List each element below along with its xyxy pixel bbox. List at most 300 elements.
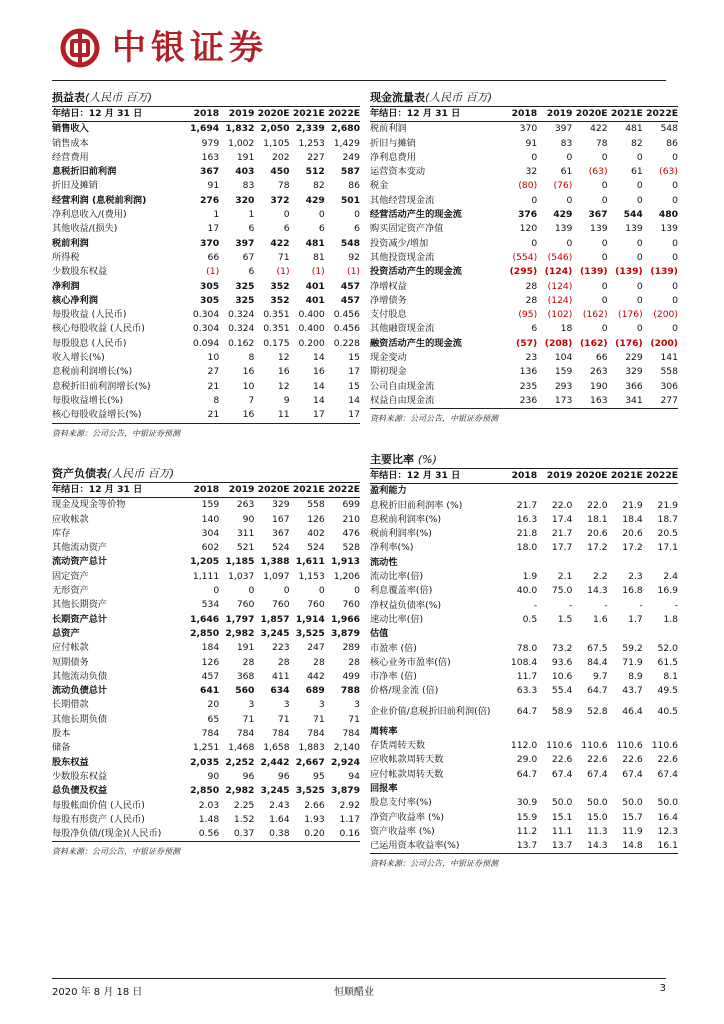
cell-value: 16 [277,366,290,378]
income-title: 损益表(人民币 百万) [52,90,360,107]
cell-value: 104 [554,352,573,364]
row-label: 少数股东权益 [52,266,108,278]
cell-value: 20.5 [657,528,678,540]
cell-value: 96 [277,770,290,782]
income-table [52,107,360,424]
cell-value: 2,035 [190,756,220,768]
cell-value: 2,252 [225,756,255,768]
table-row [52,656,360,670]
table-row [370,613,678,627]
cell-value: 0 [354,585,360,597]
cell-value: 71 [313,713,325,725]
cell-value: 0.5 [522,613,538,625]
cell-value: 1,797 [225,613,255,625]
cell-value [608,484,643,499]
cell-value [502,484,537,499]
cell-value: 2020E [572,107,607,122]
cell-value: 40.0 [516,585,538,597]
cell-value: 2.25 [233,799,255,811]
cell-value: 66 [595,352,608,364]
cell-value: 17.7 [551,542,573,554]
cell-value: 12.3 [657,825,678,837]
cell-value: 2,982 [225,627,255,639]
cell-value: 0 [636,294,643,306]
cell-value: 1,205 [190,556,220,568]
cell-value: 15 [348,380,360,392]
cell-value: 23 [525,352,538,364]
cell-value [643,782,678,796]
cell-value: 397 [235,237,255,249]
cell-value: 370 [519,123,538,135]
cell-value: 110.6 [616,740,643,752]
cell-value: 325 [235,280,255,292]
cell-value: 191 [236,642,255,654]
cell-value: 329 [625,366,643,378]
table-row [52,827,360,842]
cell-value: 81 [313,251,325,263]
table-row [370,337,678,351]
cell-value: 22.0 [587,499,608,511]
cell-value: 2,667 [295,756,325,768]
cell-value: 6 [531,323,538,335]
table-row [370,365,678,379]
table-header-row [52,483,360,498]
cell-value [537,556,572,570]
cell-value: 0 [283,209,290,221]
table-row [370,208,678,222]
cell-value: 2,850 [190,785,220,797]
cell-value [572,627,607,641]
cell-value: - [639,599,643,611]
cell-value: 0 [601,323,608,335]
cell-value: 521 [236,542,255,554]
table-row [370,237,678,251]
cell-value: 1.6 [592,613,608,625]
cell-value: 63.3 [516,685,538,697]
cell-value: (95) [518,309,538,321]
cell-value [537,725,572,739]
cell-value: 481 [305,237,325,249]
row-label: 折旧及摊销 [52,180,98,192]
table-row [52,165,360,179]
cell-value: 110.6 [651,740,678,752]
cell-value: 7 [248,394,255,406]
cell-value: 2019 [219,483,254,498]
cell-value: 2019 [219,107,254,122]
cell-value: 61.5 [657,656,678,668]
cell-value: 1.48 [198,813,220,825]
cell-value: 120 [519,223,538,235]
cell-value: 368 [236,670,255,682]
cell-value: 3 [248,699,255,711]
cell-value: 0 [672,237,678,249]
cell-value: 163 [201,151,220,163]
balance-table [52,483,360,842]
cell-value: 2022E [643,469,678,484]
row-label: 税金 [370,180,389,192]
cell-value: 236 [502,394,537,409]
table-row [370,122,678,137]
row-label: 净增权益 [370,280,407,292]
cell-value: 13.7 [537,839,572,854]
table-row [370,670,678,684]
cell-value: 402 [307,527,325,539]
cell-value: 0.20 [290,827,325,842]
balance-sheet [52,466,360,857]
row-label: 净利润 [52,280,80,292]
cell-value: 548 [340,237,360,249]
cell-value: 2.66 [304,799,325,811]
cell-value [608,782,643,796]
cell-value: 2.03 [198,799,220,811]
cell-value: 28 [313,656,325,668]
cell-value: 92 [348,251,360,263]
table-row [370,394,678,409]
footer-company: 恒顺醋业 [334,987,374,998]
cell-value: 602 [201,542,220,554]
cell-value: - [533,599,538,611]
cell-value: (176) [615,337,643,349]
cell-value: 49.5 [657,685,678,697]
cell-value: 67.5 [587,642,608,654]
cell-value: 1.17 [339,813,360,825]
cell-value: 0 [672,194,678,206]
cell-value: 429 [305,194,325,206]
cell-value: 71 [348,713,360,725]
cell-value: 159 [201,499,220,511]
cell-value: 11.1 [551,825,573,837]
cell-value: 2.43 [269,799,290,811]
cell-value: 29.0 [516,754,538,766]
row-label: 流动资产总计 [52,556,108,568]
cell-value: 0 [636,194,643,206]
cell-value: 558 [307,499,325,511]
cell-value: 641 [200,685,220,697]
table-row [370,627,678,641]
row-label: 其他投资现金流 [370,251,435,263]
cell-value: 22.0 [551,499,573,511]
row-label: 销售收入 [52,123,89,135]
cell-value: 1 [213,209,220,221]
cell-value: 3 [354,699,360,711]
cell-value: 139 [660,223,678,235]
cell-value: 18 [560,323,573,335]
table-row [370,484,678,499]
row-label: 息税折旧前利润率 (%) [370,499,463,511]
cell-value: 0.16 [325,827,360,842]
row-label: 流动负债总计 [52,685,108,697]
cell-value: 0.37 [219,827,254,842]
brand-name: 中银证券 [112,28,268,68]
row-label: 经营费用 [52,151,89,163]
cell-value: 1,251 [192,742,220,754]
cell-value: 20 [207,699,220,711]
cell-value: 2019 [537,469,572,484]
balance-title: 资产负债表(人民币 百万) [52,466,360,483]
cell-value: 480 [658,209,678,221]
cell-value: 979 [201,137,220,149]
cell-value [537,627,572,641]
cell-value: 528 [342,542,360,554]
cell-value: 0 [354,209,360,221]
cell-value: 1,206 [333,570,360,582]
table-row [370,541,678,555]
cell-value: 20.6 [587,528,608,540]
cell-value: 0.304 [192,309,220,321]
cell-value: 2021E [608,469,643,484]
table-row [370,380,678,394]
cell-value: 167 [272,513,290,525]
cell-value [643,556,678,570]
cell-value: 0 [672,323,678,335]
cell-value: 263 [236,499,255,511]
cell-value: 788 [340,685,360,697]
cell-value: 0 [531,151,538,163]
cell-value: 0 [566,194,573,206]
footer-page-number: 3 [659,983,666,994]
ratios-table [370,469,678,854]
cell-value: 325 [235,294,255,306]
ratios-source: 资料来源：公司公告，中银证券预测 [370,859,498,869]
cell-value [643,627,678,641]
cell-value: 1,883 [298,742,325,754]
row-label: 储备 [52,742,71,754]
cell-value: 587 [340,166,360,178]
cell-value [608,556,643,570]
cell-value: 0 [636,151,643,163]
cell-value: 1,153 [298,570,325,582]
cell-value: 173 [537,394,572,409]
row-label: 净利息收入/(费用) [52,209,127,221]
cell-value: 14 [313,394,325,406]
cell-value: 0 [672,251,678,263]
cell-value: 40.5 [657,705,678,717]
cell-value: 50.0 [657,797,678,809]
cell-value: (162) [579,337,608,349]
cell-value: 46.4 [622,705,643,717]
cell-value: 1.7 [628,613,643,625]
cell-value: 78.0 [516,642,538,654]
table-row [52,727,360,741]
cell-value [502,627,537,641]
cell-value: 2,140 [333,742,360,754]
table-row [52,308,360,322]
cell-value: 71 [277,713,290,725]
cell-value: 108.4 [510,656,538,668]
row-label: 现金变动 [370,352,407,364]
cell-value: 1,857 [260,613,290,625]
cell-value: 21 [184,408,219,423]
table-row [52,237,360,251]
table-row [52,527,360,541]
cell-value: 229 [625,352,643,364]
cell-value: 512 [305,166,325,178]
cell-value: 2,442 [260,756,290,768]
table-row [52,294,360,308]
cell-value: 28 [277,656,290,668]
table-row [52,670,360,684]
cell-value: 159 [554,366,573,378]
cell-value: 64.7 [587,685,608,697]
cell-value: (63) [659,166,678,178]
income-source: 资料来源：公司公告，中银证券预测 [52,428,180,438]
cell-value: 0.228 [333,337,360,349]
table-row [52,756,360,770]
table-row [370,499,678,513]
row-label: 折旧与摊销 [370,137,416,149]
row-label: 市净率 (倍) [370,671,417,683]
cell-value: 67.4 [587,768,608,780]
table-row [370,796,678,810]
cell-value: 16.4 [657,811,678,823]
cell-value: (124) [547,280,573,292]
cell-value: (124) [544,266,573,278]
cell-value: 457 [340,294,360,306]
cell-value: 367 [200,166,220,178]
cell-value: 2,850 [190,627,220,639]
bank-of-china-logo-icon [60,28,100,68]
row-label: 已运用资本收益率(%) [370,839,502,854]
row-label: 税前利润 [52,237,89,249]
cell-value: 10.6 [551,671,573,683]
cell-value: 11.2 [516,825,538,837]
cell-value: 2020E [254,107,289,122]
row-label: 公司自由现金流 [370,380,435,392]
cell-value: 17 [207,223,220,235]
row-label: 净权益负债率(%) [370,599,442,611]
cell-value: 82 [631,137,643,149]
cell-value: 2020E [254,483,289,498]
row-label: 核心每股收益 (人民币) [52,323,145,335]
cell-value: 305 [200,294,220,306]
cell-value: 2,339 [295,123,325,135]
row-label: 速动比率(倍) [370,613,424,625]
table-row [370,165,678,179]
cell-value: 341 [608,394,643,409]
cell-value: 58.9 [551,705,573,717]
table-row [370,584,678,598]
row-label: 价格/现金流 (倍) [370,685,439,697]
table-row [52,351,360,365]
cell-value: 1,914 [295,613,325,625]
cell-value: 352 [270,280,290,292]
cell-value: 306 [660,380,678,392]
row-label: 存货周转天数 [370,740,426,752]
cell-value: 0 [601,280,608,292]
ratios-title: 主要比率 (%) [370,452,678,469]
row-label: 销售成本 [52,137,89,149]
row-label: 企业价值/息税折旧前利润(倍) [370,705,491,717]
row-label: 无形资产 [52,585,89,597]
cell-value: 83 [560,137,573,149]
cell-value: (162) [582,309,608,321]
row-label: 净增债务 [370,294,407,306]
cell-value: 6 [248,223,255,235]
cell-value: 15.0 [587,811,608,823]
cell-value: 0.324 [228,323,255,335]
cell-value: 61 [631,166,643,178]
row-label: 股东权益 [52,756,89,768]
row-label: 其他收益/(损失) [52,223,118,235]
cell-value: 52.8 [587,705,608,717]
row-label: 净利率(%) [370,542,414,554]
cell-value: 784 [307,728,325,740]
cell-value: 544 [623,209,643,221]
cell-value: 90 [242,513,255,525]
table-row [52,194,360,208]
row-label: 应收帐款 [52,513,89,525]
cell-value: 476 [342,527,360,539]
cell-value: 249 [342,151,360,163]
cell-value [608,725,643,739]
cell-value: 91 [207,180,220,192]
table-row [52,222,360,236]
cell-value: 67.4 [622,768,643,780]
row-label: 息税折旧前利润增长(%) [52,380,151,392]
cell-value: 16.8 [622,585,643,597]
table-header-row [52,107,360,122]
cell-value: (1) [346,266,360,278]
cell-value: 64.7 [516,768,538,780]
cell-value [572,484,607,499]
row-label: 息税前利润率(%) [370,513,442,525]
table-row [370,570,678,584]
cell-value: 1.9 [522,571,538,583]
cell-value: 2.3 [628,571,643,583]
table-row [370,308,678,322]
cell-value: 14.3 [587,585,608,597]
row-label: 短期债务 [52,656,89,668]
cell-value: 6 [318,223,325,235]
cell-value: 422 [270,237,290,249]
cell-value: 376 [518,209,538,221]
table-row [370,222,678,236]
cell-value: 3,245 [260,627,290,639]
cell-value: 94 [348,770,360,782]
cell-value: 50.0 [622,797,643,809]
cell-value: 760 [272,599,290,611]
cell-value: 21.7 [551,528,573,540]
cell-value: 1,646 [190,613,220,625]
cell-value: 6 [354,223,360,235]
table-row [370,280,678,294]
cell-value: 450 [270,166,290,178]
cell-value: 67.4 [551,768,573,780]
cell-value: 2.4 [663,571,678,583]
table-row [52,641,360,655]
cell-value: 293 [554,380,573,392]
table-row [370,739,678,753]
cell-value [502,556,537,570]
table-row [52,813,360,827]
cell-value: 61 [560,166,573,178]
cell-value: 64.7 [516,705,538,717]
cell-value: 0.304 [192,323,220,335]
cell-value: 1,966 [330,613,360,625]
cell-value: 140 [201,513,220,525]
cell-value: 18.0 [516,542,538,554]
cell-value: 422 [590,123,608,135]
cell-value: 2,924 [330,756,360,768]
cell-value: 59.2 [622,642,643,654]
cell-value: 90 [207,770,220,782]
row-label: 投资活动产生的现金流 [370,266,462,278]
cell-value: 403 [235,166,255,178]
table-row [370,768,678,782]
cell-value: 139 [625,223,643,235]
cell-value: 16 [219,408,254,423]
row-label: 固定资产 [52,570,89,582]
